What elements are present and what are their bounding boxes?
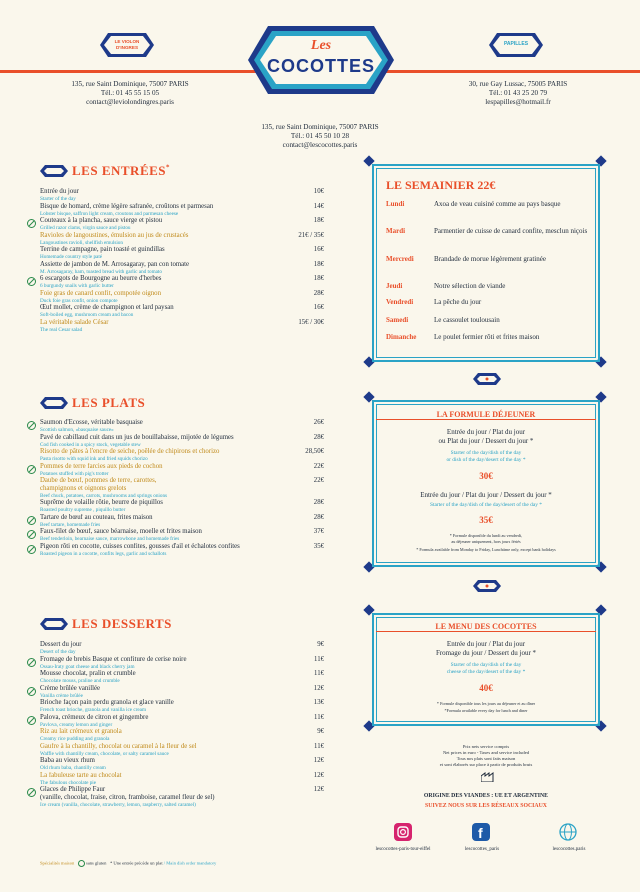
item-translation: Creamy rice pudding and granola — [40, 736, 110, 742]
les-cocottes-logo — [246, 24, 396, 96]
item-name: Crème brûlée vanillée — [40, 684, 101, 692]
violon-logo-text: LE VIOLON D'INGRES — [114, 39, 140, 50]
item-price: 12€ — [313, 757, 324, 764]
item-name: Bisque de homard, crème légère safranée, croûtons et parmesan — [40, 202, 214, 210]
item-translation: The fabulous chocolate pie — [40, 779, 97, 786]
item-translation: Grilled razor clams, virgin sauce and pistou — [40, 225, 131, 231]
item-price: 37€ — [313, 528, 324, 535]
plats-title: LES PLATS — [72, 395, 146, 410]
item-name: Assiette de jambon de M. Arrosagaray, pan con tomate — [40, 260, 190, 268]
item-price: 28€ — [313, 289, 324, 297]
facebook-glyph: f — [478, 825, 483, 841]
item-name: Riz au lait crémeux et granola — [40, 728, 122, 735]
menu-en1: Starter of the day/dish of the day — [450, 662, 522, 668]
formule-line1: Entrée du jour / Plat du jour — [446, 428, 526, 436]
facebook-label[interactable]: lescocottes_paris — [464, 847, 500, 852]
logo-small-text: Les — [310, 38, 332, 53]
item-name: Fromage de brebis Basque et confiture de cerise noire — [40, 655, 187, 663]
semainier-day: Mercredi — [386, 255, 414, 263]
item-price: 12€ — [313, 684, 324, 692]
desserts-title: LES DESSERTS — [72, 616, 172, 631]
center-address-email: contact@lescocottes.paris — [282, 141, 358, 149]
semainier-dish: La pêche du jour — [434, 298, 482, 306]
item-translation: Scottish salmon, «basquaise sauce» — [40, 427, 114, 433]
gluten-free-icon — [27, 788, 36, 797]
menu-en2: cheese of the day/desert of the day * — [446, 669, 526, 675]
menu-item — [40, 477, 324, 499]
left-address-phone: Tél.: 01 45 55 15 05 — [100, 89, 160, 97]
item-price: 11€ — [314, 670, 324, 677]
gluten-free-icon — [27, 658, 36, 667]
globe-icon[interactable] — [559, 823, 577, 841]
item-name: La fabuleuse tarte au chocolat — [40, 771, 122, 779]
item-price: 28€ — [313, 513, 324, 521]
semainier-dish: Axoa de veau cuisiné comme au pays basque — [434, 200, 561, 208]
footer-prices-2: Net prices in euro - Taxes and service included — [442, 750, 530, 755]
menu-item — [40, 448, 324, 462]
item-translation: Old rhum baba, chantilly cream — [40, 765, 106, 771]
legend-note-en: / Main dish order mandatory — [163, 860, 217, 866]
center-address-street: 135, rue Saint Dominique, 75007 PARIS — [261, 123, 379, 131]
menu-item — [40, 290, 324, 304]
item-name: Suprême de volaille rôtie, beurre de piquillos — [40, 499, 163, 506]
menu-item — [40, 670, 324, 684]
item-price: 11€ — [314, 655, 324, 663]
menu-item — [40, 743, 324, 757]
semainier-dish: Le poulet fermier rôti et frites maison — [434, 333, 540, 341]
menu-item — [40, 261, 324, 275]
right-address-street: 30, rue Gay Lussac, 75005 PARIS — [468, 80, 568, 88]
gluten-free-icon — [27, 530, 36, 539]
gluten-free-icon — [27, 716, 36, 725]
formule-en1: Starter of the day/dish of the day — [450, 450, 522, 456]
item-name: Dessert du jour — [40, 641, 82, 648]
item-price: 16€ — [313, 304, 324, 311]
item-price: 18€ — [313, 275, 324, 282]
formule-en3: Starter of the day/dish of the day/desert of the day * — [430, 502, 542, 508]
left-address-email: contact@leviolondingres.paris — [86, 98, 174, 106]
item-name: Brioche façon pain perdu granola et glace vanille — [40, 699, 174, 706]
left-address-street: 135, rue Saint Dominique, 75007 PARIS — [71, 80, 189, 88]
menu-line1: Entrée du jour / Plat du jour — [446, 640, 526, 648]
item-name: La véritable salade César — [40, 318, 109, 326]
formule-line2: ou Plat du jour / Dessert du jour * — [438, 437, 534, 445]
factory-icon — [481, 772, 495, 782]
item-translation: Desert of the day — [40, 649, 76, 655]
menu-item — [40, 304, 324, 318]
item-price: 11€ — [314, 713, 324, 721]
entrees-title-mark: * — [166, 163, 171, 172]
item-name: Foie gras de canard confit, compotée oignon — [40, 289, 161, 297]
item-translation: Pasta risotto with squid ink and fried squids chorizo — [40, 456, 148, 462]
item-translation: Beef tenderloin, bearnaise sauce, marrowbone and homemade fries — [40, 536, 180, 542]
semainier-day: Vendredi — [386, 298, 414, 306]
item-price: 28€ — [313, 433, 324, 441]
menu-price-40: 40€ — [479, 683, 493, 693]
item-name: Entrée du jour — [40, 188, 79, 195]
item-translation: Beef chuck, potatoes, carrots, mushrooms and springs onions — [40, 493, 168, 499]
menu-item — [40, 528, 324, 542]
menu-item — [40, 656, 324, 670]
item-name-cont: (vanille, chocolat, fraise, citron, framboise, caramel fleur de sel) — [40, 794, 215, 801]
formule-small1: * Formule disponible du lundi au vendredi, — [449, 533, 523, 538]
item-name: Risotto de pâtes à l'encre de seiche, poêlée de chipirons et chorizo — [40, 448, 220, 455]
item-name: Palova, crémeux de citron et gingembre — [40, 713, 149, 721]
menu-item — [40, 543, 324, 557]
menu-item — [40, 514, 324, 528]
gluten-free-icon — [27, 465, 36, 474]
menu-line2: Fromage du jour / Dessert du jour * — [435, 649, 537, 657]
item-price: 35€ — [313, 542, 324, 550]
item-translation: Cod fish cooked in a spicy stock, vegetable stew — [40, 441, 141, 448]
menu-item — [40, 699, 324, 713]
item-translation: Ice cream (vanilla, chocolate, strawberry, lemon, raspberry, salted caramel) — [40, 802, 196, 808]
item-translation: Homemade country style paté — [40, 254, 103, 260]
menu-item — [40, 188, 324, 202]
item-price: 9€ — [317, 641, 324, 648]
item-price: 18€ — [313, 217, 324, 224]
semainier-title: LE SEMAINIER 22€ — [386, 178, 496, 192]
item-price: 28€ — [313, 499, 324, 506]
logo-big-text: COCOTTES — [266, 56, 375, 76]
item-price: 22€ — [313, 462, 324, 470]
item-price: 28,50€ — [305, 448, 324, 455]
item-name: Mousse chocolat, pralin et crumble — [40, 670, 136, 677]
facebook-icon[interactable] — [472, 823, 490, 841]
item-translation: Langoustines ravioli, shellfish emulsion — [40, 239, 123, 246]
menu-item — [40, 434, 324, 448]
item-price: 15€ / 30€ — [298, 318, 324, 326]
menu-item — [40, 728, 324, 742]
item-name: Daube de bœuf, pommes de terre, carottes, — [40, 477, 157, 484]
item-price: 9€ — [317, 728, 324, 735]
item-name: Œuf mollet, crème de champignon et lard paysan — [40, 304, 174, 311]
item-name: Saumon d'Écosse, véritable basquaise — [40, 419, 143, 426]
menu-item — [40, 217, 324, 231]
item-translation: Chocolate mouss, praline and crumble — [40, 678, 120, 684]
formule-ornament — [473, 373, 501, 385]
item-translation: Roasted pigeon in a cocotte, confits legs, garlic and schallots — [40, 550, 167, 557]
menu-item — [40, 499, 324, 513]
desserts-section-icon — [40, 618, 68, 630]
item-name: Faux-filet de bœuf, sauce béarnaise, moelle et frites maison — [40, 528, 202, 535]
item-translation: Waffle with chantilly cream, chocolate, or salty caramel sauce — [40, 750, 169, 757]
gluten-free-icon — [27, 277, 36, 286]
item-translation: M. Arrosagaray, ham, toasted bread with garlic and tomato — [40, 268, 162, 275]
right-address-email: lespapilles@hotmail.fr — [485, 98, 551, 106]
item-translation: Ossau-Iraty goat cheese and black cherry jam — [40, 663, 135, 670]
center-address — [230, 123, 410, 150]
legend-gf-icon — [78, 860, 85, 867]
formule-small3: * Formula available from Monday to Friday, Lunchtime only, except bank holidays — [416, 547, 556, 552]
item-price: 12€ — [313, 786, 324, 793]
item-translation: French toast brioche, granola and vanilla ice cream — [40, 707, 147, 713]
footer-origine: ORIGINE DES VIANDES : UE ET ARGENTINE — [423, 793, 549, 799]
item-translation: Beef tartare, homemade fries — [40, 521, 101, 528]
menu-item — [40, 786, 324, 808]
plats-section-icon — [40, 397, 68, 409]
item-translation: 6 burgundy snails with garlic butter — [40, 283, 114, 289]
gluten-free-icon — [27, 545, 36, 554]
left-address — [40, 80, 220, 107]
legend — [40, 860, 216, 867]
item-price: 22€ — [313, 477, 324, 484]
semainier-day: Mardi — [386, 227, 406, 235]
semainier-dish: Brandade de morue légèrement gratinée — [434, 255, 546, 263]
semainier-day: Samedi — [386, 316, 409, 324]
entrees-section-icon — [40, 165, 68, 177]
item-price: 21€ / 35€ — [298, 231, 324, 239]
item-translation: Pavlova, creamy lemon and ginger — [40, 721, 113, 728]
instagram-icon[interactable] — [394, 823, 412, 841]
item-price: 26€ — [313, 419, 324, 426]
item-translation: Vanilla crème brûlée — [40, 692, 83, 699]
item-translation: Starter of the day — [40, 196, 76, 202]
semainier-day: Dimanche — [386, 333, 417, 341]
semainier-dish: Notre sélection de viande — [434, 282, 506, 290]
semainier-dish: Parmentier de cuisse de canard confite, mesclun niçois — [434, 227, 588, 235]
item-name: Pommes de terre farcies aux pieds de cochon — [40, 462, 163, 470]
legend-specialites: Spécialités maison — [40, 860, 75, 866]
formule-price-30: 30€ — [479, 471, 493, 481]
menu-small1: * Formule disponible tous les jours au déjeuner et au dîner — [436, 701, 536, 706]
item-name: Baba au vieux rhum — [40, 757, 95, 764]
item-price: 12€ — [313, 771, 324, 779]
semainier-day: Jeudi — [386, 282, 403, 290]
legend-note: * Une entrée précède un plat — [109, 860, 163, 866]
item-name-cont: champignons et oignons grelots — [40, 485, 127, 492]
item-translation: Soft-boiled egg, mushroom cream and bacon — [40, 312, 134, 318]
instagram-label[interactable]: lescocottes-paris-tour-eiffel — [375, 847, 431, 852]
menu-ornament — [473, 580, 501, 592]
center-address-phone: Tél.: 01 45 50 10 28 — [290, 132, 350, 140]
formule-small2: au déjeuner uniquement, hors jours fériés — [451, 539, 521, 544]
item-price: 10€ — [313, 188, 324, 195]
item-price: 14€ — [313, 202, 324, 210]
gluten-free-icon — [27, 516, 36, 525]
legend-sans-gluten: sans gluten — [85, 860, 107, 866]
violon-dingres-logo — [100, 33, 154, 57]
semainier-day: Lundi — [386, 200, 405, 208]
menu-cocottes-title: LE MENU DES COCOTTES — [376, 622, 596, 632]
item-name: Terrine de campagne, pain toasté et guindillas — [40, 246, 165, 253]
menu-item — [40, 714, 324, 728]
entrees-title-text: LES ENTRÉES — [72, 163, 167, 178]
footer-prices-4: et sont élaborés sur place à partir de produits bruts — [439, 762, 533, 767]
item-translation: Lobster bisque, saffron light cream, croutons and parmesan cheese — [40, 210, 179, 217]
item-translation: Potatoes stuffed with pig's trotter — [40, 470, 109, 477]
menu-item — [40, 275, 324, 289]
menu-item — [40, 772, 324, 786]
entrees-title — [72, 163, 170, 179]
item-name: Glaces de Philippe Faur — [40, 786, 106, 793]
menu-item — [40, 319, 324, 333]
item-price: 18€ — [313, 260, 324, 268]
item-name: 6 escargots de Bourgogne au beurre d'herbes — [40, 275, 162, 282]
gluten-free-icon — [27, 219, 36, 228]
right-address — [428, 80, 608, 107]
item-price: 16€ — [313, 246, 324, 253]
footer-suivez: SUIVEZ NOUS SUR LES RÉSEAUX SOCIAUX — [425, 803, 547, 809]
item-translation: The real Cesar salad — [40, 326, 83, 333]
papilles-logo — [489, 33, 543, 57]
item-name: Pigeon rôti en cocotte, cuisses confites, gousses d'ail et échalotes confites — [40, 542, 240, 550]
menu-small2: *Formula available every day for lunch and diner — [444, 708, 528, 713]
formule-line3: Entrée du jour / Plat du jour / Dessert du jour * — [420, 491, 552, 499]
menu-item — [40, 419, 324, 433]
menu-item — [40, 203, 324, 217]
item-name: Pavé de cabillaud cuit dans un jus de bouillabaisse, mijotée de légumes — [40, 433, 234, 441]
semainier-dish: Le cassoulet toulousain — [434, 316, 500, 324]
formule-price-35: 35€ — [479, 515, 493, 525]
gluten-free-icon — [27, 421, 36, 430]
item-name: Couteaux à la plancha, sauce vierge et pistou — [40, 217, 163, 224]
footer-prices-1: Prix nets service compris — [462, 744, 510, 749]
formule-en2: or dish of the day/desert of the day * — [446, 457, 526, 463]
menu-item — [40, 641, 324, 655]
item-price: 11€ — [314, 742, 324, 750]
papilles-logo-text: PAPILLES — [503, 41, 529, 47]
website-label[interactable]: lescocottes.paris — [552, 847, 586, 852]
menu-item — [40, 232, 324, 246]
item-name: Gaufre à la chantilly, chocolat ou caramel à la fleur de sel — [40, 742, 197, 750]
item-translation: Duck foie gras confit, onion compote — [40, 297, 118, 304]
item-name: Ravioles de langoustines, émulsion au jus de crustacés — [40, 231, 189, 239]
right-address-phone: Tél.: 01 43 25 20 79 — [488, 89, 548, 97]
item-translation: Roasted poultry supreme , piquillo butter — [40, 507, 126, 513]
item-name: Tartare de bœuf au couteau, frites maison — [40, 513, 153, 521]
footer-prices-3: Tous nos plats sont faits maison — [456, 756, 516, 761]
menu-item — [40, 685, 324, 699]
menu-item — [40, 246, 324, 260]
gluten-free-icon — [27, 687, 36, 696]
menu-item — [40, 757, 324, 771]
item-price: 13€ — [313, 699, 324, 706]
menu-item — [40, 463, 324, 477]
formule-title: LA FORMULE DÉJEUNER — [376, 410, 596, 420]
